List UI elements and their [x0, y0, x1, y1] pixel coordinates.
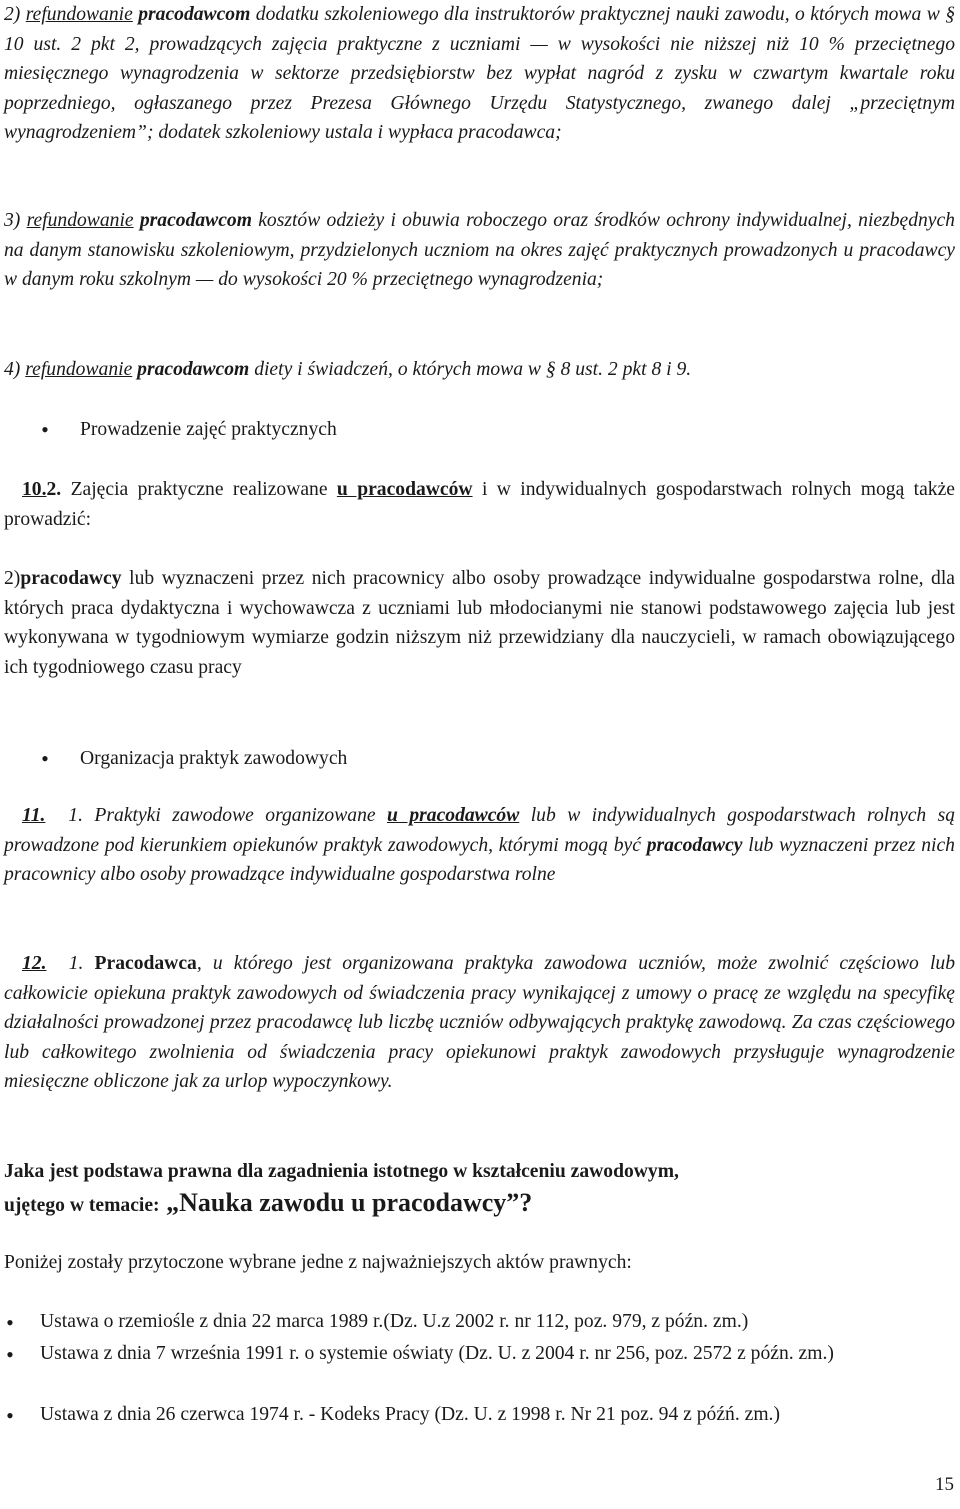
subsection-number: 2. — [46, 479, 62, 500]
paragraph-section-10 — [4, 475, 955, 534]
section-number: 11. — [22, 805, 46, 826]
refund-term: refundowanie — [25, 4, 133, 25]
employer-term: pracodawcom — [137, 359, 250, 380]
point-number: 2) — [4, 4, 21, 25]
refund-term: refundowanie — [25, 359, 133, 380]
heading-text: Organizacja praktyk zawodowych — [80, 748, 348, 769]
paragraph-text: kosztów odzieży i obuwia roboczego oraz środków ochrony indywidualnej, niezbędnych na danym stanowisku szkoleniowym, przydzielonych uczniom na okres zajęć praktycznych prowadzonych u pracodawcy w danym roku szkolnym — do wysokości 20 % przeciętnego wynagrodzenia; — [4, 210, 955, 290]
bullet-icon: • — [6, 1310, 14, 1335]
paragraph-point-4 — [4, 355, 955, 385]
section-number: 12. — [22, 953, 47, 974]
paragraph-text: Zajęcia praktyczne realizowane — [70, 479, 328, 500]
paragraph-text: diety i świadczeń, o których mowa w § 8 ust. 2 pkt 8 i 9. — [254, 359, 692, 380]
question-topic: „Nauka zawodu u pracodawcy”? — [159, 1188, 533, 1217]
employer-term: pracodawcy — [646, 834, 743, 856]
refund-term: refundowanie — [26, 210, 134, 231]
point-number: 2) — [4, 568, 21, 589]
paragraph-text: Praktyki zawodowe organizowane — [94, 805, 376, 826]
bullet-icon: • — [6, 1342, 14, 1367]
intro-text: Poniżej zostały przytoczone wybrane jedne z najważniejszych aktów prawnych: — [4, 1252, 632, 1273]
paragraph-text: lub wyznaczeni przez nich pracownicy albo osoby prowadzące indywidualne gospodarstwa rolne — [4, 834, 955, 885]
bullet-icon: • — [6, 1403, 14, 1428]
list-item-text: Ustawa z dnia 7 września 1991 r. o systemie oświaty (Dz. U. z 2004 r. nr 256, poz. 2572 z późn. zm.) — [40, 1343, 834, 1364]
paragraph-point-3 — [4, 206, 955, 295]
question-line-1: Jaka jest podstawa prawna dla zagadnienia istotnego w kształceniu zawodowym, — [4, 1161, 679, 1182]
employer-term: u pracodawców — [336, 479, 473, 500]
page-number: 15 — [935, 1474, 954, 1495]
paragraph-section-10-point-2 — [4, 564, 955, 682]
employer-term: pracodawcom — [139, 210, 252, 231]
heading-text: Prowadzenie zajęć praktycznych — [80, 419, 337, 440]
question-line-2: ujętego w temacie: „Nauka zawodu u pracodawcy”? — [4, 1188, 533, 1217]
question-heading — [4, 1156, 955, 1221]
point-number: 4) — [4, 359, 21, 380]
paragraph-text: , u którego jest organizowana praktyka zawodowa uczniów, może zwolnić częściowo lub całkowicie opiekuna praktyk zawodowych od świadczenia pracy wynikającej z umowy o pracę ze względu na specyfikę działalności prowadzonej przez pracodawcę lub liczbę uczniów odbywających praktykę zawodową. Za czas częściowego lub całkowitego zwolnienia od świadczenia pracy opiekunowi praktyk zawodowych przysługuje wynagrodzenie miesięczne obliczone jak za urlop wypoczynkowy. — [4, 953, 956, 1092]
paragraph-section-11 — [4, 801, 955, 890]
paragraph-text: i w indywidualnych gospodarstwach rolnych mogą także prowadzić: — [4, 479, 955, 530]
subsection-number: 1. — [68, 805, 83, 826]
employer-term: pracodawcom — [138, 4, 251, 25]
section-number: 10. — [22, 479, 47, 500]
subsection-number: 1. — [68, 953, 84, 974]
list-item-text: Ustawa z dnia 26 czerwca 1974 r. - Kodeks Pracy (Dz. U. z 1998 r. Nr 21 poz. 94 z późń. zm.) — [40, 1404, 780, 1425]
employer-term: Pracodawca — [94, 953, 197, 974]
paragraph-section-12 — [4, 949, 955, 1097]
paragraph-text: lub w indywidualnych gospodarstwach rolnych są prowadzone pod kierunkiem opiekunów praktyk zawodowych, którymi mogą być — [4, 805, 956, 856]
list-item-text: Ustawa o rzemiośle z dnia 22 marca 1989 r.(Dz. U.z 2002 r. nr 112, poz. 979, z późn. zm.) — [40, 1311, 749, 1332]
bullet-icon: • — [41, 417, 49, 442]
point-number: 3) — [4, 210, 21, 231]
bullet-icon: • — [41, 746, 49, 771]
employer-term: pracodawcy — [20, 568, 122, 589]
paragraph-text: dodatku szkoleniowego dla instruktorów praktycznej nauki zawodu, o których mowa w § 10 ust. 2 pkt 2, prowadzących zajęcia praktyczne z uczniami — w wysokości nie niższej niż 10 % przeciętnego miesięcznego wynagrodzenia w sektorze przedsiębiorstw bez wypłat nagród z zysku w czwartym kwartale roku poprzedniego, ogłaszanego przez Prezesa Głównego Urzędu Statystycznego, zwanego dalej „przeciętnym wynagrodzeniem”; dodatek szkoleniowy ustala i wypłaca pracodawca; — [4, 4, 955, 143]
employer-term: u pracodawców — [387, 805, 520, 826]
paragraph-text: lub wyznaczeni przez nich pracownicy albo osoby prowadzące indywidualne gospodarstwa rolne, dla których praca dydaktyczna i wychowawcza z uczniami lub młodocianymi nie stanowi podstawowego zajęcia lub jest wykonywana w tygodniowym wymiarze godzin niższym niż przewidziany dla nauczycieli, w ramach obowiązującego ich tygodniowego czasu pracy — [4, 568, 955, 678]
paragraph-point-2 — [4, 0, 955, 148]
